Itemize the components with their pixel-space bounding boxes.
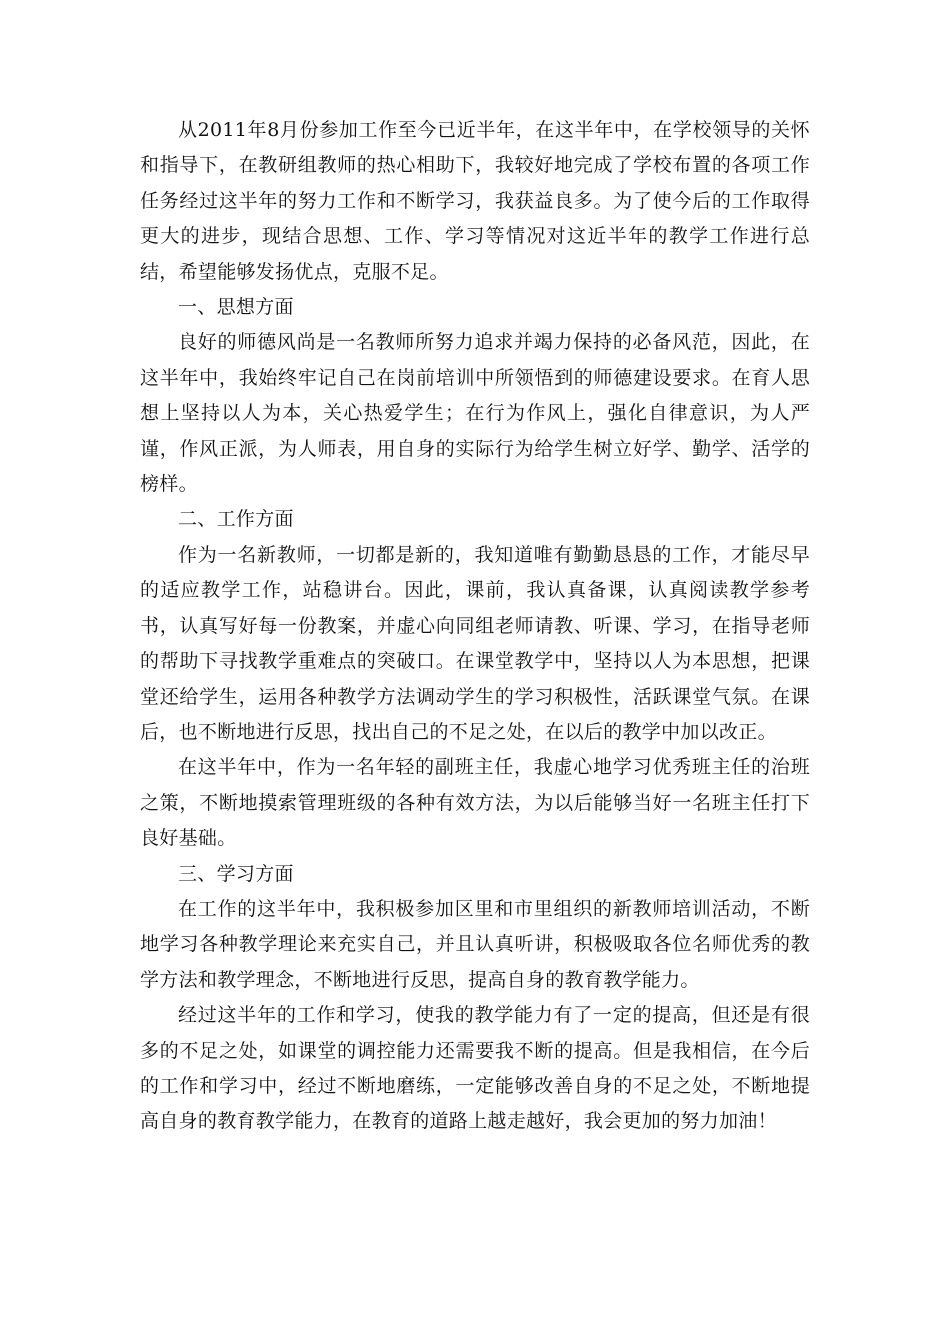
study-paragraph-2: 经过这半年的工作和学习，使我的教学能力有了一定的提高，但还是有很多的不足之处，如课堂的调控能力还需要我不断的提高。但是我相信，在今后的工作和学习中，经过不断地磨练，一定能够改善自身的不足之处，不断地提高自身的教育教学能力，在教育的道路上越走越好，我会更加的努力加油！ [140,1004,810,1133]
work-paragraph-2: 在这半年中，作为一名年轻的副班主任，我虚心地学习优秀班主任的治班之策，不断地摸索管理班级的各种有效方法，为以后能够当好一名班主任打下良好基础。 [140,756,810,850]
section-heading-thought: 一、思想方面 [178,296,294,319]
work-paragraph-1: 作为一名新教师，一切都是新的，我知道唯有勤勤恳恳的工作，才能尽早的适应教学工作，站稳讲台。因此，课前，我认真备课，认真阅读教学参考书，认真写好每一份教案，并虚心向同组老师请教、听课、学习，在指导老师的帮助下寻找教学重难点的突破口。在课堂教学中，坚持以人为本思想，把课堂还给学生，运用各种教学方法调动学生的学习积极性，活跃课堂气氛。在课后，也不断地进行反思，找出自己的不足之处，在以后的教学中加以改正。 [140,543,810,743]
section-heading-work: 二、工作方面 [178,508,294,531]
document-body [140,113,810,1140]
intro-paragraph: 从2011年8月份参加工作至今已近半年，在这半年中，在学校领导的关怀和指导下，在教研组教师的热心相助下，我较好地完成了学校布置的各项工作任务经过这半年的努力工作和不断学习，我获益良多。为了使今后的工作取得更大的进步，现结合思想、工作、学习等情况对这近半年的教学工作进行总结，希望能够发扬优点，克服不足。 [140,119,810,283]
section-heading-study: 三、学习方面 [178,862,294,885]
thought-paragraph: 良好的师德风尚是一名教师所努力追求并竭力保持的必备风范，因此，在这半年中，我始终牢记自己在岗前培训中所领悟到的师德建设要求。在育人思想上坚持以人为本，关心热爱学生；在行为作风上，强化自律意识，为人严谨，作风正派，为人师表，用自身的实际行为给学生树立好学、勤学、活学的榜样。 [140,331,810,496]
study-paragraph-1: 在工作的这半年中，我积极参加区里和市里组织的新教师培训活动，不断地学习各种教学理论来充实自己，并且认真听讲，积极吸取各位名师优秀的教学方法和教学理念，不断地进行反思，提高自身的教育教学能力。 [140,897,810,991]
